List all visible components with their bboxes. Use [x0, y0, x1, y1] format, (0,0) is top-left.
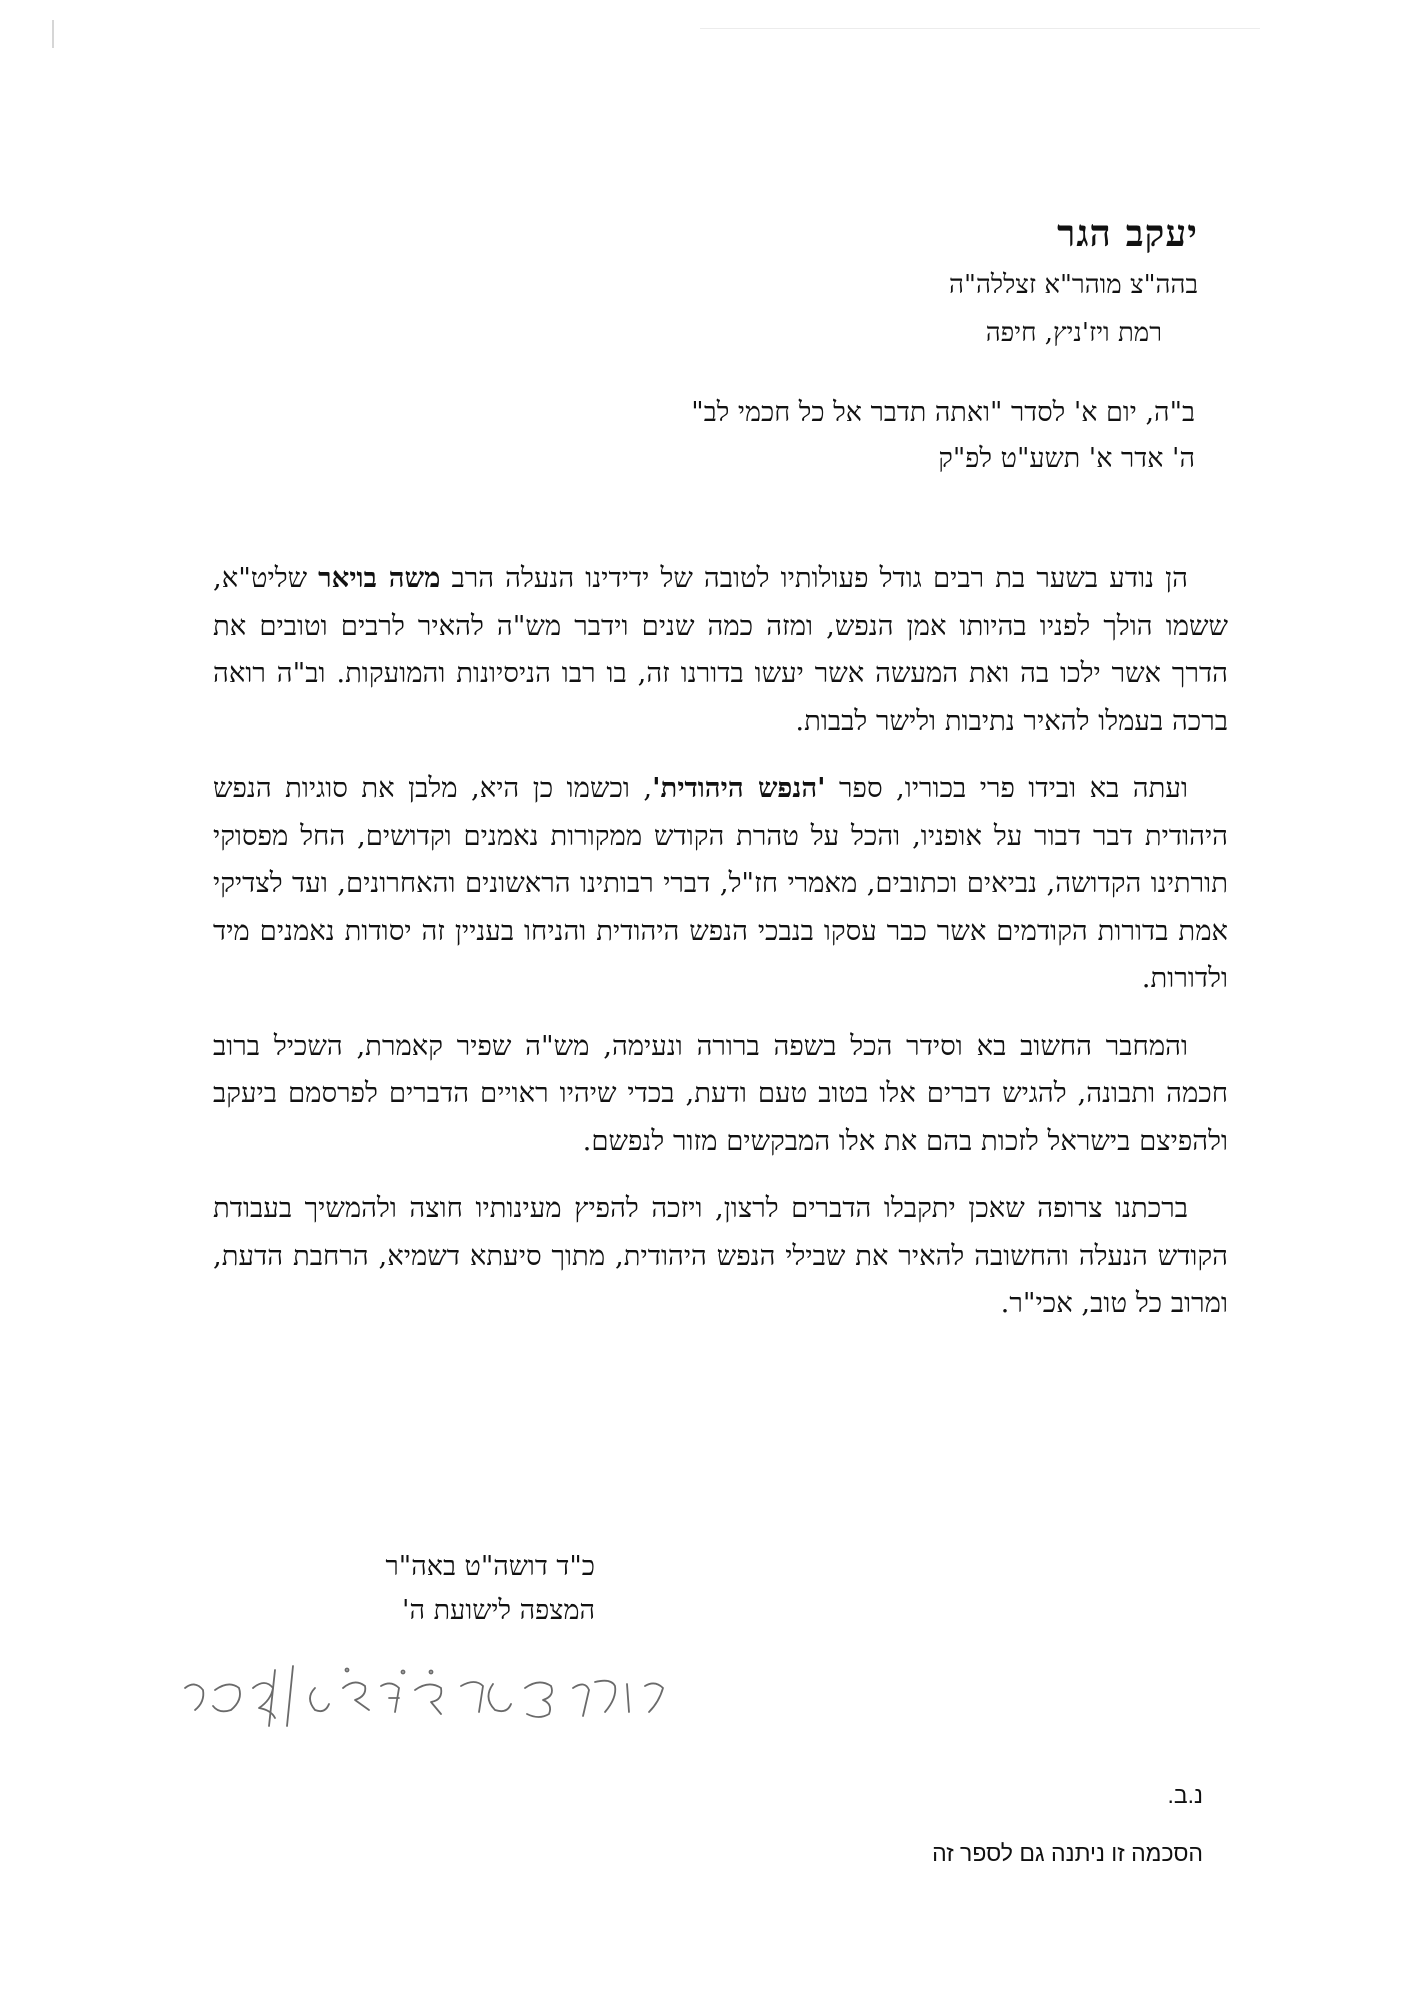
- body-paragraph-2: [213, 765, 1228, 1003]
- handwritten-signature: [175, 1658, 695, 1736]
- paragraph-1-text-b: שליט"א, ששמו הולך לפניו בהיותו אמן הנפש, ומזה כמה שנים וידבר מש"ה להאיר לרבים וטובים את הדרך אשר ילכו בה ואת המעשה אשר יעשו בדורנו זה, בו רבו הניסיונות והמועקות. וב"ה רואה ברכה בעמלו להאיר נתיבות ולישר לבבות.: [213, 562, 1228, 737]
- book-title: 'הנפש היהודית': [652, 772, 826, 804]
- letterhead: [638, 205, 1198, 357]
- dateline-line-2: ה' אדר א' תשע"ט לפ"ק: [938, 443, 1195, 474]
- paragraph-2-text-b: , וכשמו כן היא, מלבן את סוגיות הנפש היהודית דבר דבור על אופניו, והכל על טהרת הקודש ממקורות נאמנים וקדושים, החל מפסוקי תורתינו הקדושה, נביאים וכתובים, מאמרי חז"ל, דברי רבותינו הראשונים והאחרונים, ועד לצדיקי אמת בדורות הקודמים אשר כבר עסקו בנבכי הנפש היהודית והניחו בעניין זה יסודות נאמנים מיד ולדורות.: [213, 772, 1228, 994]
- body-paragraph-1: [213, 555, 1228, 745]
- letterhead-title: בהה"צ מוהר"א זצללה"ה: [949, 270, 1198, 300]
- nb-label: נ.ב.: [1167, 1782, 1203, 1808]
- letter-body: [213, 555, 1228, 1348]
- closing-line-1: כ"ד דושה"ט באה"ר: [385, 1551, 595, 1582]
- body-paragraph-3: והמחבר החשוב בא וסידר הכל בשפה ברורה ונעימה, מש"ה שפיר קאמרת, השכיל ברוב חכמה ותבונה, להגיש דברים אלו בטוב טעם ודעת, בכדי שיהיו ראויים הדברים לפרסמם ביעקב ולהפיצם בישראל לזכות בהם את אלו המבקשים מזור לנפשם.: [213, 1029, 1228, 1157]
- dateline: [295, 390, 1195, 482]
- letterhead-name: יעקב הגר: [1057, 211, 1198, 255]
- dateline-line-1: ב"ה, יום א' לסדר "ואתה תדבר אל כל חכמי לב": [691, 397, 1195, 428]
- signature-scribble: [175, 1658, 695, 1736]
- scan-artifact-mark: [52, 20, 54, 48]
- letterhead-place: רמת ויז'ניץ, חיפה: [985, 318, 1162, 348]
- body-paragraph-4: ברכתנו צרופה שאכן יתקבלו הדברים לרצון, ויזכה להפיץ מעינותיו חוצה ולהמשיך בעבודת הקודש הנעלה והחשובה להאיר את שבילי הנפש היהודית, מתוך סיעתא דשמיא, הרחבת הדעת, ומרוב כל טוב, אכי"ר.: [213, 1192, 1228, 1319]
- paragraph-1-text-a: הן נודע בשער בת רבים גודל פעולותיו לטובה של ידידינו הנעלה הרב: [440, 562, 1188, 594]
- closing-line-2: המצפה לישועת ה': [402, 1595, 595, 1626]
- author-name: משה בויאר: [318, 562, 441, 594]
- scan-artifact-line: [700, 28, 1260, 29]
- footer-note: הסכמה זו ניתנה גם לספר זה: [932, 1840, 1203, 1866]
- closing-block: [195, 1545, 595, 1633]
- paragraph-2-text-a: ועתה בא ובידו פרי בכוריו, ספר: [825, 772, 1188, 804]
